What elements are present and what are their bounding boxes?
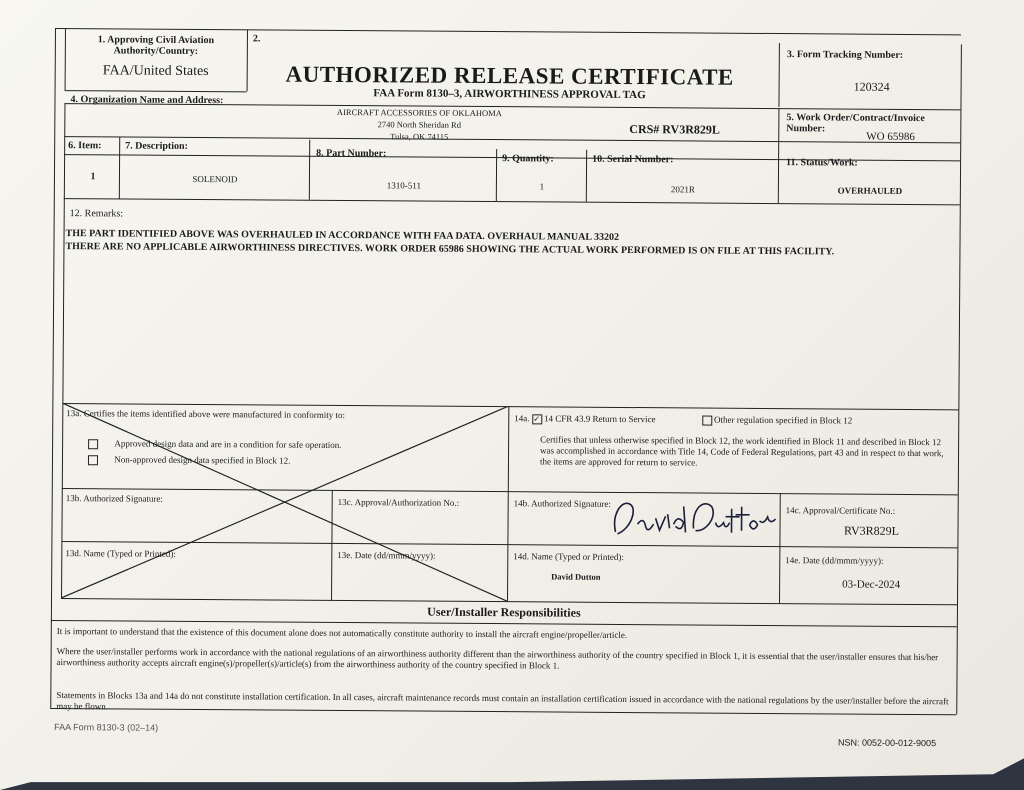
form-title: AUTHORIZED RELEASE CERTIFICATE (285, 61, 734, 90)
block12-label: 12. Remarks: (69, 208, 124, 220)
other-regulation-label: Other regulation specified in Block 12 (713, 414, 853, 426)
release-date: 03-Dec-2024 (842, 578, 901, 591)
responsibilities-para-3: Statements in Blocks 13a and 14a do not constitute installation certification. In all cases, aircraft maintenance records must contain an installation certification issued in accordance with the national regulations by the user/installer before the aircraft may be flown. (56, 690, 949, 712)
tracking-number: 120324 (853, 79, 890, 94)
block10-label: 10. Serial Number: (592, 153, 674, 166)
work-order-value: WO 65986 (866, 130, 915, 144)
block11-label: 11. Status/Work: (786, 157, 858, 169)
block13d-label: 13d. Name (Typed or Printed): (65, 548, 176, 559)
block13e-label: 13e. Date (dd/mmm/yyyy): (337, 549, 436, 561)
non-approved-design-checkbox[interactable] (88, 455, 98, 465)
block14a-certification-text: Certifies that unless otherwise specified in Block 12, the work identified in Block 11 and described in Block 12 was accomplished in accordance with Title 14, Code of Federal Regulations, part 43 and in respect to that work, the items are approved for return to service. (539, 434, 944, 468)
block14a-prefix: 14a. (514, 413, 530, 424)
block14b-label: 14b. Authorized Signature: (513, 498, 611, 509)
remarks-line-1: THE PART IDENTIFIED ABOVE WAS OVERHAULED IN ACCORDANCE WITH FAA DATA. OVERHAUL MANUAL 33202 (65, 228, 620, 243)
remarks-line-2: THERE ARE NO APPLICABLE AIRWORTHINESS DIRECTIVES. WORK ORDER 65986 SHOWING THE ACTUAL WORK PERFORMED IS ON FILE AT THIS FACILITY. (65, 241, 835, 258)
org-name: AIRCRAFT ACCESSORIES OF OKLAHOMA (336, 106, 502, 119)
cfr-43-9-checkbox[interactable]: ✓ (533, 414, 541, 424)
item-part-number: 1310-511 (386, 180, 422, 191)
responsibilities-para-2: Where the user/installer performs work in accordance with the national regulations of an airworthiness authority different than the airworthiness authority of the country specified in Block 1, it is essential that the user/installer ensures that his/her airworthiness authority accepts aircraft engine(s)/propeller(s)/article(s) from the airworthiness authority of the country specified in Block 1. (56, 646, 939, 671)
org-street: 2740 North Sheridan Rd (377, 119, 462, 130)
remarks-text (65, 227, 955, 259)
org-address (304, 106, 534, 144)
authorized-signature (607, 494, 777, 545)
responsibilities-para-1: It is important to understand that the existence of this document alone does not automatically constitute authority to install the aircraft engine/propeller/article. (56, 626, 628, 641)
item-status: OVERHAULED (837, 185, 903, 196)
approval-certificate-number: RV3R829L (843, 523, 900, 538)
other-regulation-checkbox[interactable] (702, 415, 712, 425)
approved-design-checkbox[interactable] (88, 439, 98, 449)
block14d-label: 14d. Name (Typed or Printed): (513, 551, 624, 562)
item-serial-number: 2021R (670, 184, 695, 195)
block3-label: 3. Form Tracking Number: (786, 49, 904, 61)
org-city: Tulsa, OK 74115 (390, 131, 449, 142)
form-number-footer: FAA Form 8130-3 (02–14) (54, 722, 159, 733)
block14a-label: 14 CFR 43.9 Return to Service (544, 413, 656, 425)
block7-label: 7. Description: (125, 140, 188, 152)
block8-label: 8. Part Number: (316, 147, 387, 160)
non-approved-design-text: Non-approved design data specified in Block 12. (114, 454, 291, 466)
block14e-label: 14e. Date (dd/mmm/yyyy): (785, 555, 884, 566)
block14c-label: 14c. Approval/Certificate No.: (785, 505, 896, 516)
block4-label: 4. Organization Name and Address: (70, 94, 224, 107)
block5-label: 5. Work Order/Contract/Invoice Number: (786, 112, 925, 135)
responsibilities-heading: User/Installer Responsibilities (427, 604, 581, 620)
item-description: SOLENOID (192, 173, 238, 185)
faa-8130-form (50, 28, 970, 749)
item-number: 1 (90, 171, 96, 183)
block1-label: 1. Approving Civil Aviation Authority/Country: (97, 34, 215, 57)
block13b-label: 13b. Authorized Signature: (65, 493, 163, 504)
signer-name: David Dutton (551, 571, 601, 582)
crs-number: CRS# RV3R829L (629, 122, 720, 137)
block13a-label: 13a. Certifies the items identified above were manufactured in conformity to: (66, 408, 346, 421)
block9-label: 9. Quantity: (502, 153, 554, 165)
nsn-footer: NSN: 0052-00-012-9005 (837, 737, 937, 749)
item-quantity: 1 (539, 181, 545, 192)
form-subtitle: FAA Form 8130–3, AIRWORTHINESS APPROVAL TAG (373, 87, 646, 102)
block14a-row (514, 413, 954, 427)
approved-design-text: Approved design data and are in a condition for safe operation. (114, 438, 342, 451)
block2-label: 2. (252, 33, 261, 45)
block13c-label: 13c. Approval/Authorization No.: (337, 496, 460, 508)
block6-label: 6. Item: (68, 140, 102, 152)
approving-authority-value: FAA/United States (102, 63, 209, 80)
